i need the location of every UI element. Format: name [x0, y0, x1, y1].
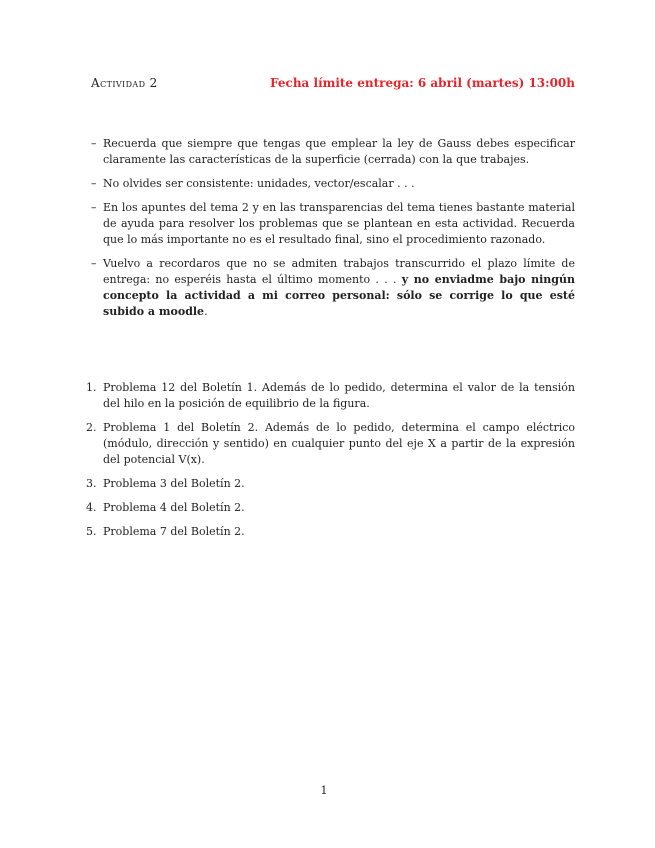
list-item	[91, 256, 575, 320]
problem-text: Problema 3 del Boletín 2.	[103, 477, 245, 490]
problem-number: 4.	[86, 501, 97, 514]
list-item	[86, 380, 575, 412]
problems-list	[86, 380, 575, 548]
note-end: .	[204, 305, 208, 318]
problem-number: 5.	[86, 525, 97, 538]
note-text: Recuerda que siempre que tengas que emplear la ley de Gauss debes especificar claramente las características de la superficie (cerrada) con la que trabajes.	[103, 137, 575, 166]
note-text: Vuelvo a recordaros que no se admiten trabajos transcurrido el plazo límite de entrega: no esperéis hasta el último momento . . .	[103, 257, 575, 286]
problem-text: Problema 1 del Boletín 2. Además de lo pedido, determina el campo eléctrico (módulo, dirección y sentido) en cualquier punto del eje X a partir de la expresión del potencial V(x).	[103, 421, 575, 466]
page-header	[91, 76, 575, 90]
problem-number: 2.	[86, 421, 97, 434]
problem-number: 1.	[86, 381, 97, 394]
list-item	[86, 420, 575, 468]
deadline-text: Fecha límite entrega: 6 abril (martes) 13:00h	[270, 76, 575, 90]
page-number: 1	[320, 784, 328, 797]
note-text: En los apuntes del tema 2 y en las transparencias del tema tienes bastante material de ayuda para resolver los problemas que se plantean en esta actividad. Recuerda que lo más importante no es el resultado final, sino el procedimiento razonado.	[103, 201, 575, 246]
dash-bullet: –	[91, 201, 97, 214]
activity-title: Actividad 2	[91, 76, 158, 90]
list-item	[91, 136, 575, 168]
problem-number: 3.	[86, 477, 97, 490]
dash-bullet: –	[91, 257, 97, 270]
notes-list	[91, 136, 575, 328]
note-text-container	[103, 256, 575, 320]
problem-text: Problema 7 del Boletín 2.	[103, 525, 245, 538]
dash-bullet: –	[91, 177, 97, 190]
list-item	[91, 176, 575, 192]
list-item	[86, 500, 575, 516]
note-bold-text: y no enviadme bajo ningún concepto la actividad a mi correo personal: sólo se corrige lo que esté subido a moodle	[103, 273, 575, 318]
problem-text: Problema 4 del Boletín 2.	[103, 501, 245, 514]
list-item	[86, 476, 575, 492]
list-item	[86, 524, 575, 540]
dash-bullet: –	[91, 137, 97, 150]
note-text: No olvides ser consistente: unidades, vector/escalar . . .	[103, 177, 415, 190]
problem-text: Problema 12 del Boletín 1. Además de lo pedido, determina el valor de la tensión del hilo en la posición de equilibrio de la figura.	[103, 381, 575, 410]
list-item	[91, 200, 575, 248]
